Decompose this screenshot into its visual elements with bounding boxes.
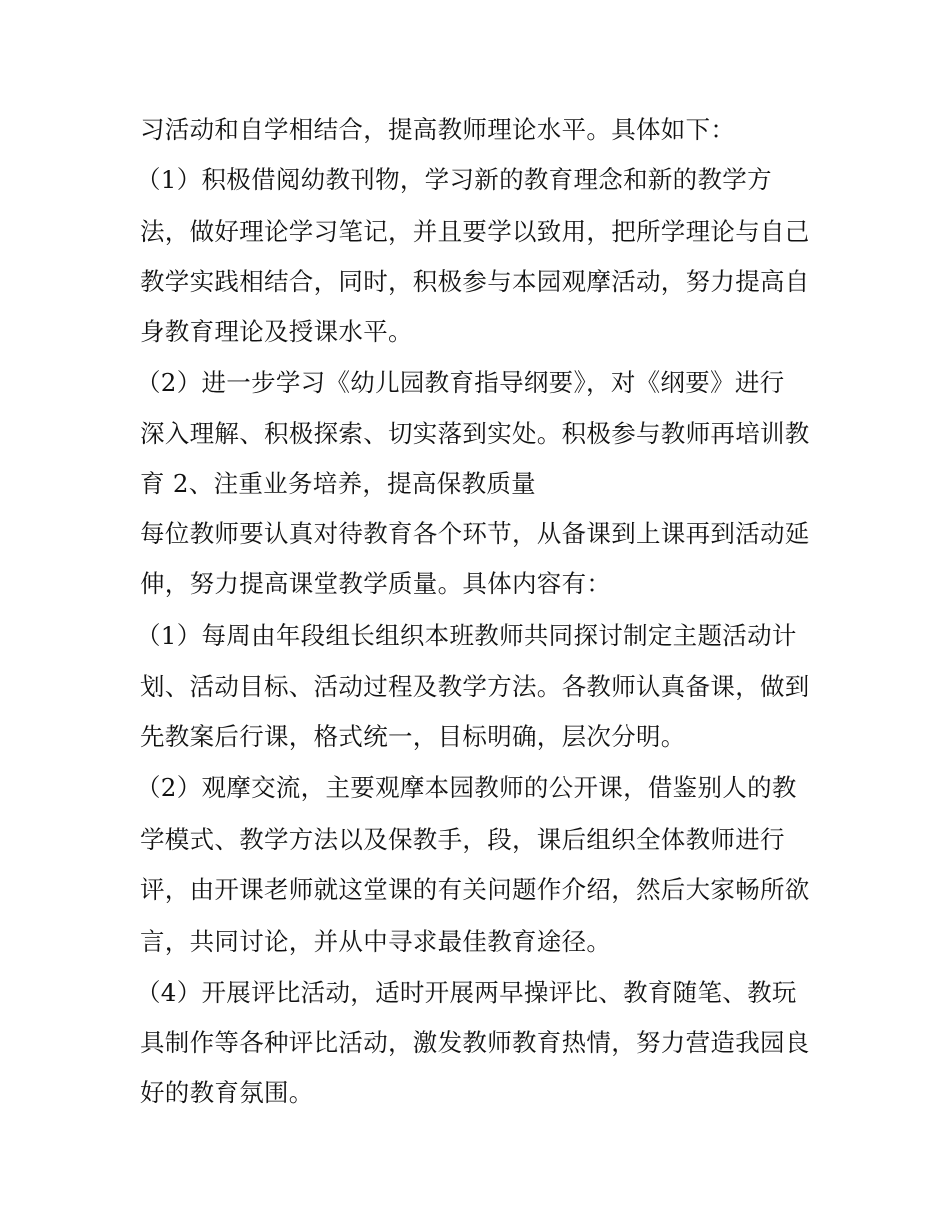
text-line: （4）开展评比活动，适时开展两早操评比、教育随笔、教玩 (136, 978, 797, 1007)
text-line: 法，做好理论学习笔记，并且要学以致用，把所学理论与自己 (140, 217, 810, 246)
text-line: 学模式、教学方法以及保教手，段，课后组织全体教师进行 (140, 825, 785, 854)
text-line: 习活动和自学相结合，提高教师理论水平。具体如下： (140, 115, 736, 144)
text-line: 具制作等各种评比活动，激发教师教育热情，努力营造我园良 (140, 1028, 810, 1057)
text-line: 每位教师要认真对待教育各个环节，从备课到上课再到活动延 (140, 519, 810, 548)
text-line: 言，共同讨论，并从中寻求最佳教育途径。 (140, 927, 612, 956)
text-line: 评，由开课老师就这堂课的有关问题作介绍，然后大家畅所欲 (140, 875, 810, 904)
text-line: （1）每周由年段组长组织本班教师共同探讨制定主题活动计 (136, 621, 797, 650)
text-line: 先教案后行课，格式统一，目标明确，层次分明。 (140, 722, 686, 751)
text-line: 教学实践相结合，同时，积极参与本园观摩活动，努力提高自 (140, 267, 810, 296)
text-line: （2）观摩交流，主要观摩本园教师的公开课，借鉴别人的教 (136, 773, 797, 802)
text-line: （1）积极借阅幼教刊物，学习新的教育理念和新的教学方 (136, 165, 772, 194)
text-line: 身教育理论及授课水平。 (140, 317, 413, 346)
text-line: 划、活动目标、活动过程及教学方法。各教师认真备课，做到 (140, 672, 810, 701)
text-line: 育 2、注重业务培养，提高保教质量 (140, 469, 536, 498)
text-line: 好的教育氛围。 (140, 1078, 314, 1107)
text-line: 伸，努力提高课堂教学质量。具体内容有： (140, 569, 612, 598)
text-line: 深入理解、积极探索、切实落到实处。积极参与教师再培训教 (140, 419, 810, 448)
text-line: （2）进一步学习《幼儿园教育指导纲要》，对《纲要》进行 (136, 368, 785, 397)
